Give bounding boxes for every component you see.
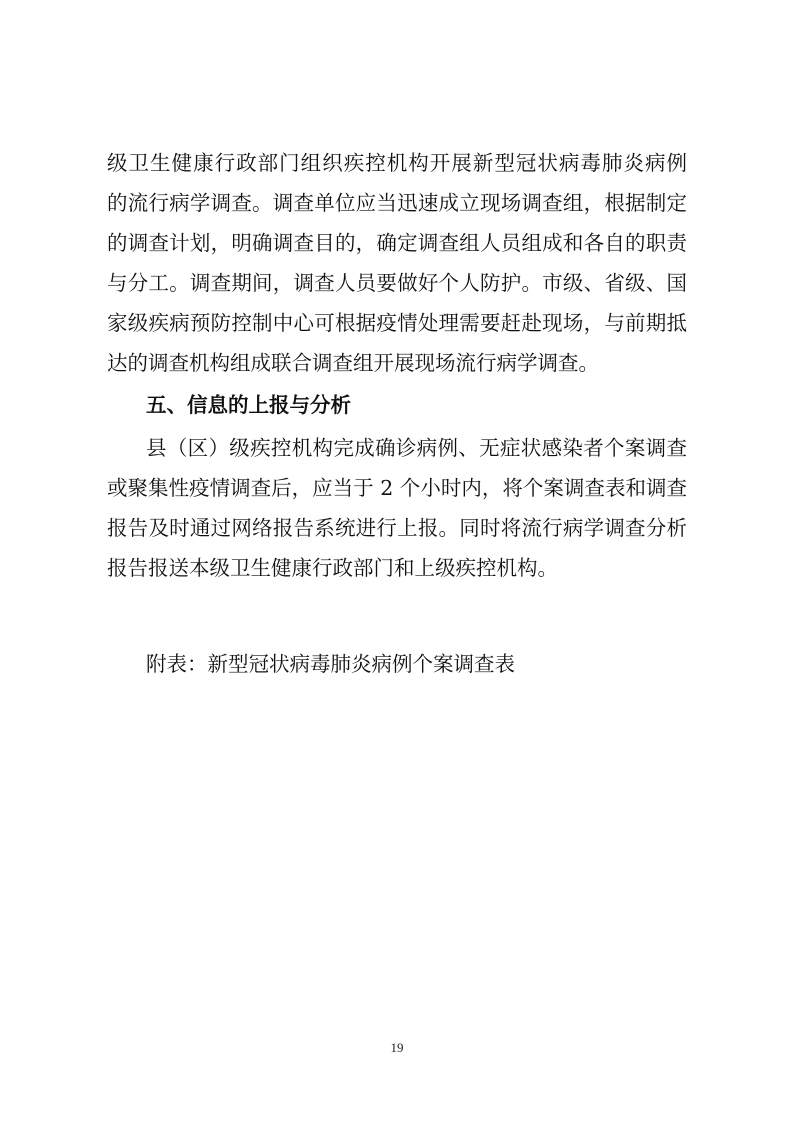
page-number: 19 [390, 1040, 404, 1055]
paragraph-line: 级卫生健康行政部门组织疾控机构开展新型冠状病毒肺炎病例 [107, 151, 687, 175]
paragraph-line: 达的调查机构组成联合调查组开展现场流行病学调查。 [107, 351, 599, 375]
section-heading: 五、信息的上报与分析 [146, 393, 351, 417]
paragraph-line: 的流行病学调查。调查单位应当迅速成立现场调查组，根据制定 [107, 191, 687, 215]
attachment-note: 附表：新型冠状病毒肺炎病例个案调查表 [146, 652, 515, 676]
paragraph-line: 与分工。调查期间，调查人员要做好个人防护。市级、省级、国 [107, 271, 687, 295]
paragraph-line: 或聚集性疫情调查后，应当于 2 个小时内，将个案调查表和调查 [107, 476, 687, 500]
paragraph-line: 县（区）级疾控机构完成确诊病例、无症状感染者个案调查 [146, 436, 687, 460]
paragraph-line: 报告报送本级卫生健康行政部门和上级疾控机构。 [107, 556, 558, 580]
paragraph-line: 报告及时通过网络报告系统进行上报。同时将流行病学调查分析 [107, 516, 687, 540]
paragraph-line: 家级疾病预防控制中心可根据疫情处理需要赶赴现场，与前期抵 [107, 311, 687, 335]
paragraph-line: 的调查计划，明确调查目的，确定调查组人员组成和各自的职责 [107, 231, 687, 255]
